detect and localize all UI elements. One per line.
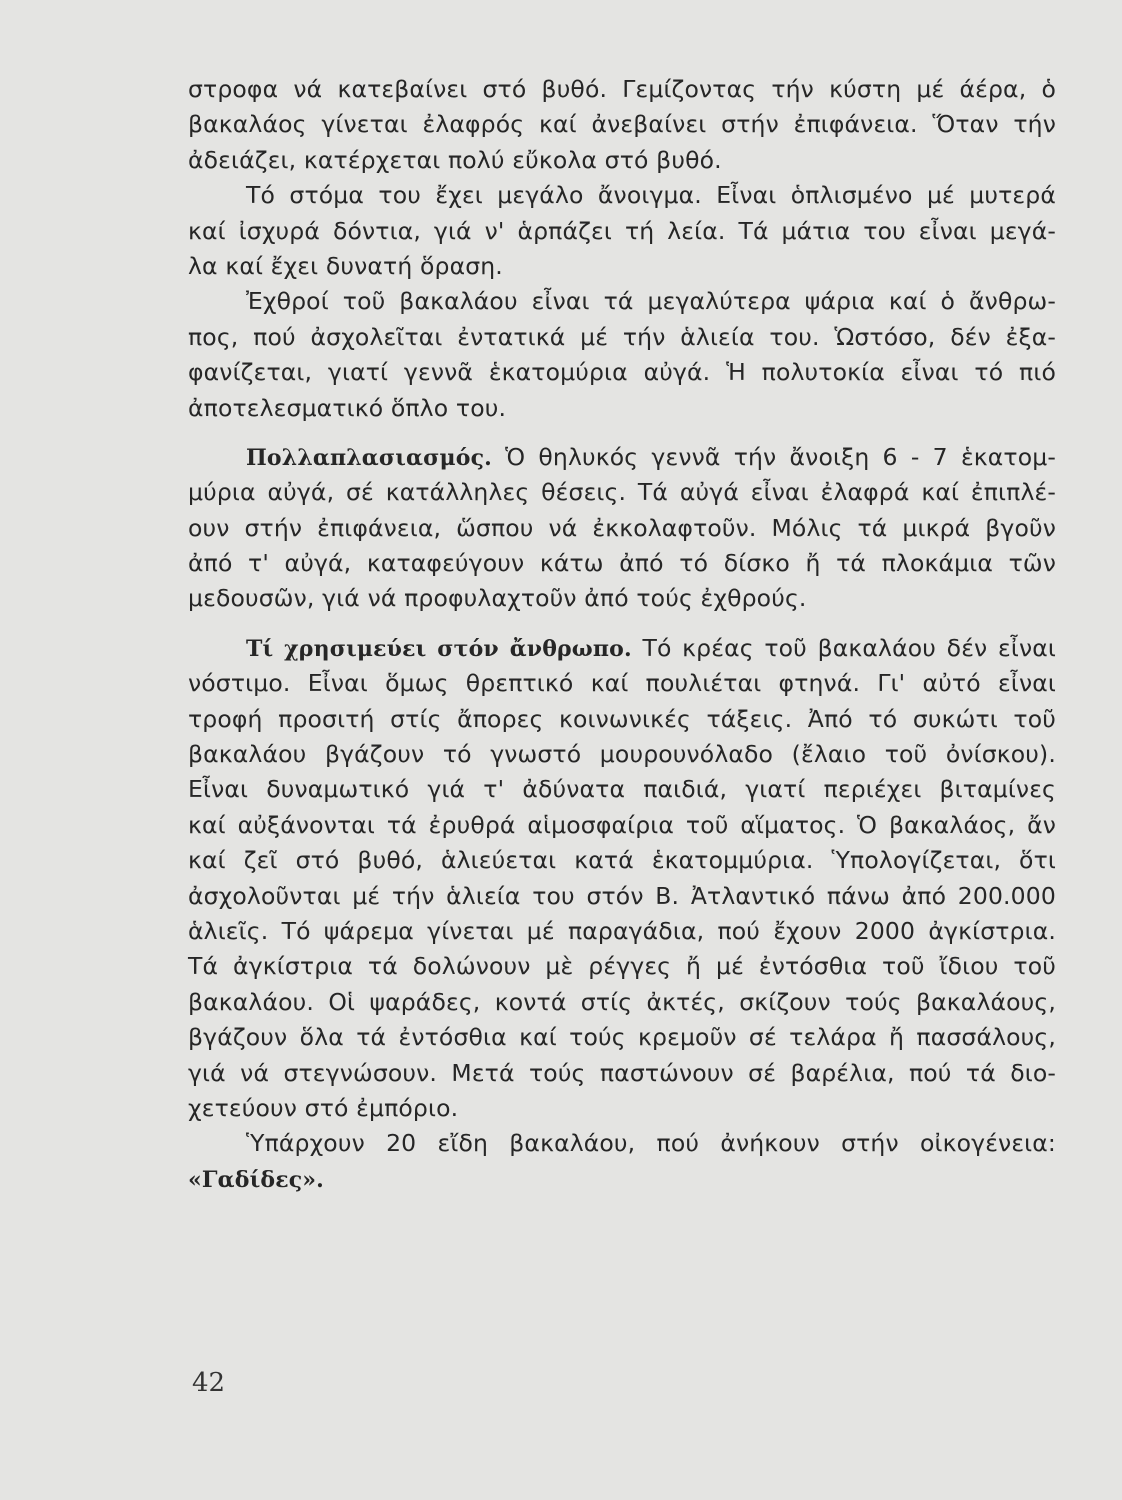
text-line: ἀδειάζει, κατέρχεται πολύ εὔκολα στό βυθό.: [188, 145, 722, 174]
text-line: Τά ἀγκίστρια τά δολώνουν μὲ ρέγγες ἤ μέ ἐντόσθια τοῦ ἴδιου τοῦ: [188, 952, 1056, 981]
section-reproduction: [188, 440, 1056, 617]
section-heading: Τί χρησιμεύει στόν ἄνθρωπο.: [246, 635, 632, 662]
text-line: λα καί ἔχει δυνατή ὅραση.: [188, 251, 503, 280]
text-line: καί ἰσχυρά δόντια, γιά ν' ἁρπάζει τή λεία. Τά μάτια του εἶναι μεγά-: [188, 216, 1056, 245]
paragraph-swim-bladder: [188, 72, 1056, 178]
text-line: [188, 1162, 1056, 1197]
page-number: 42: [192, 1368, 226, 1398]
section-heading: Πολλαπλασιασμός.: [246, 444, 492, 471]
family-name: «Γαδίδες».: [188, 1166, 324, 1193]
text-line: [188, 631, 1056, 666]
text-line: βακαλάου. Οἱ ψαράδες, κοντά στίς ἀκτές, σκίζουν τούς βακαλάους,: [188, 987, 1056, 1016]
text-run: Ὁ θηλυκός γεννᾶ τήν ἄνοιξη 6 - 7 ἑκατομ-: [505, 442, 1056, 471]
text-line: στροφα νά κατεβαίνει στό βυθό. Γεμίζοντας τήν κύστη μέ άέρα, ὁ: [188, 75, 1056, 103]
section-usefulness: [188, 631, 1056, 1126]
text-line: ἀποτελεσματικό ὅπλο του.: [188, 393, 507, 422]
text-line: τροφή προσιτή στίς ἄπορες κοινωνικές τάξεις. Ἀπό τό συκώτι τοῦ: [188, 704, 1056, 733]
text-line: καί αὐξάνονται τά ἐρυθρά αἱμοσφαίρια τοῦ αἵματος. Ὁ βακαλάος, ἄν: [188, 810, 1056, 839]
text-line: μύρια αὐγά, σέ κατάλληλες θέσεις. Τά αὐγά εἶναι ἐλαφρά καί ἐπιπλέ-: [188, 478, 1056, 507]
text-line: [188, 440, 1056, 475]
text-line: ἀπό τ' αὐγά, καταφεύγουν κάτω ἀπό τό δίσκο ἤ τά πλοκάμια τῶν: [188, 549, 1056, 578]
body-text: [188, 72, 1056, 1197]
text-line: νόστιμο. Εἶναι ὅμως θρεπτικό καί πουλιέται φτηνά. Γι' αὐτό εἶναι: [188, 669, 1056, 698]
text-line: ἀσχολοῦνται μέ τήν ἁλιεία του στόν Β. Ἀτλαντικό πάνω ἀπό 200.000: [188, 881, 1056, 910]
paragraph-enemies: [188, 284, 1056, 426]
text-line: Τό στόμα του ἔχει μεγάλο ἄνοιγμα. Εἶναι ὁπλισμένο μέ μυτερά: [246, 181, 1056, 210]
text-line: βακαλάου βγάζουν τό γνωστό μουρουνόλαδο (ἔλαιο τοῦ ὀνίσκου).: [188, 740, 1056, 769]
text-line: γιά νά στεγνώσουν. Μετά τούς παστώνουν σέ βαρέλια, πού τά διο-: [188, 1058, 1056, 1087]
paragraph-mouth: [188, 178, 1056, 284]
text-line: ουν στήν ἐπιφάνεια, ὥσπου νά ἐκκολαφτοῦν. Μόλις τά μικρά βγοῦν: [188, 513, 1056, 542]
text-line: μεδουσῶν, γιά νά προφυλαχτοῦν ἀπό τούς ἐχθρούς.: [188, 584, 807, 613]
text-line: φανίζεται, γιατί γεννᾶ ἑκατομύρια αὐγά. Ἡ πολυτοκία εἶναι τό πιό: [188, 358, 1056, 387]
text-line: Ἐχθροί τοῦ βακαλάου εἶναι τά μεγαλύτερα ψάρια καί ὁ ἄνθρω-: [246, 287, 1056, 316]
text-line: ἁλιεῖς. Τό ψάρεμα γίνεται μέ παραγάδια, πού ἔχουν 2000 ἀγκίστρια.: [188, 916, 1056, 945]
text-line: βακαλάος γίνεται ἐλαφρός καί ἀνεβαίνει στήν ἐπιφάνεια. Ὅταν τήν: [188, 110, 1056, 139]
text-line: χετεύουν στό ἐμπόριο.: [188, 1093, 459, 1122]
paragraph-species: [188, 1126, 1056, 1197]
text-line: πος, πού ἀσχολεῖται ἐντατικά μέ τήν ἁλιεία του. Ὡστόσο, δέν ἐξα-: [188, 322, 1056, 351]
text-line: καί ζεῖ στό βυθό, ἁλιεύεται κατά ἑκατομμύρια. Ὑπολογίζεται, ὅτι: [188, 846, 1056, 875]
text-line: Ὑπάρχουν 20 εἴδη βακαλάου, πού ἀνήκουν στήν οἰκογένεια:: [246, 1129, 1056, 1158]
text-run: Τό κρέας τοῦ βακαλάου δέν εἶναι: [642, 633, 1056, 662]
text-line: βγάζουν ὅλα τά ἐντόσθια καί τούς κρεμοῦν σέ τελάρα ἤ πασσάλους,: [188, 1023, 1056, 1052]
text-line: Εἶναι δυναμωτικό γιά τ' ἀδύνατα παιδιά, γιατί περιέχει βιταμίνες: [188, 775, 1056, 804]
